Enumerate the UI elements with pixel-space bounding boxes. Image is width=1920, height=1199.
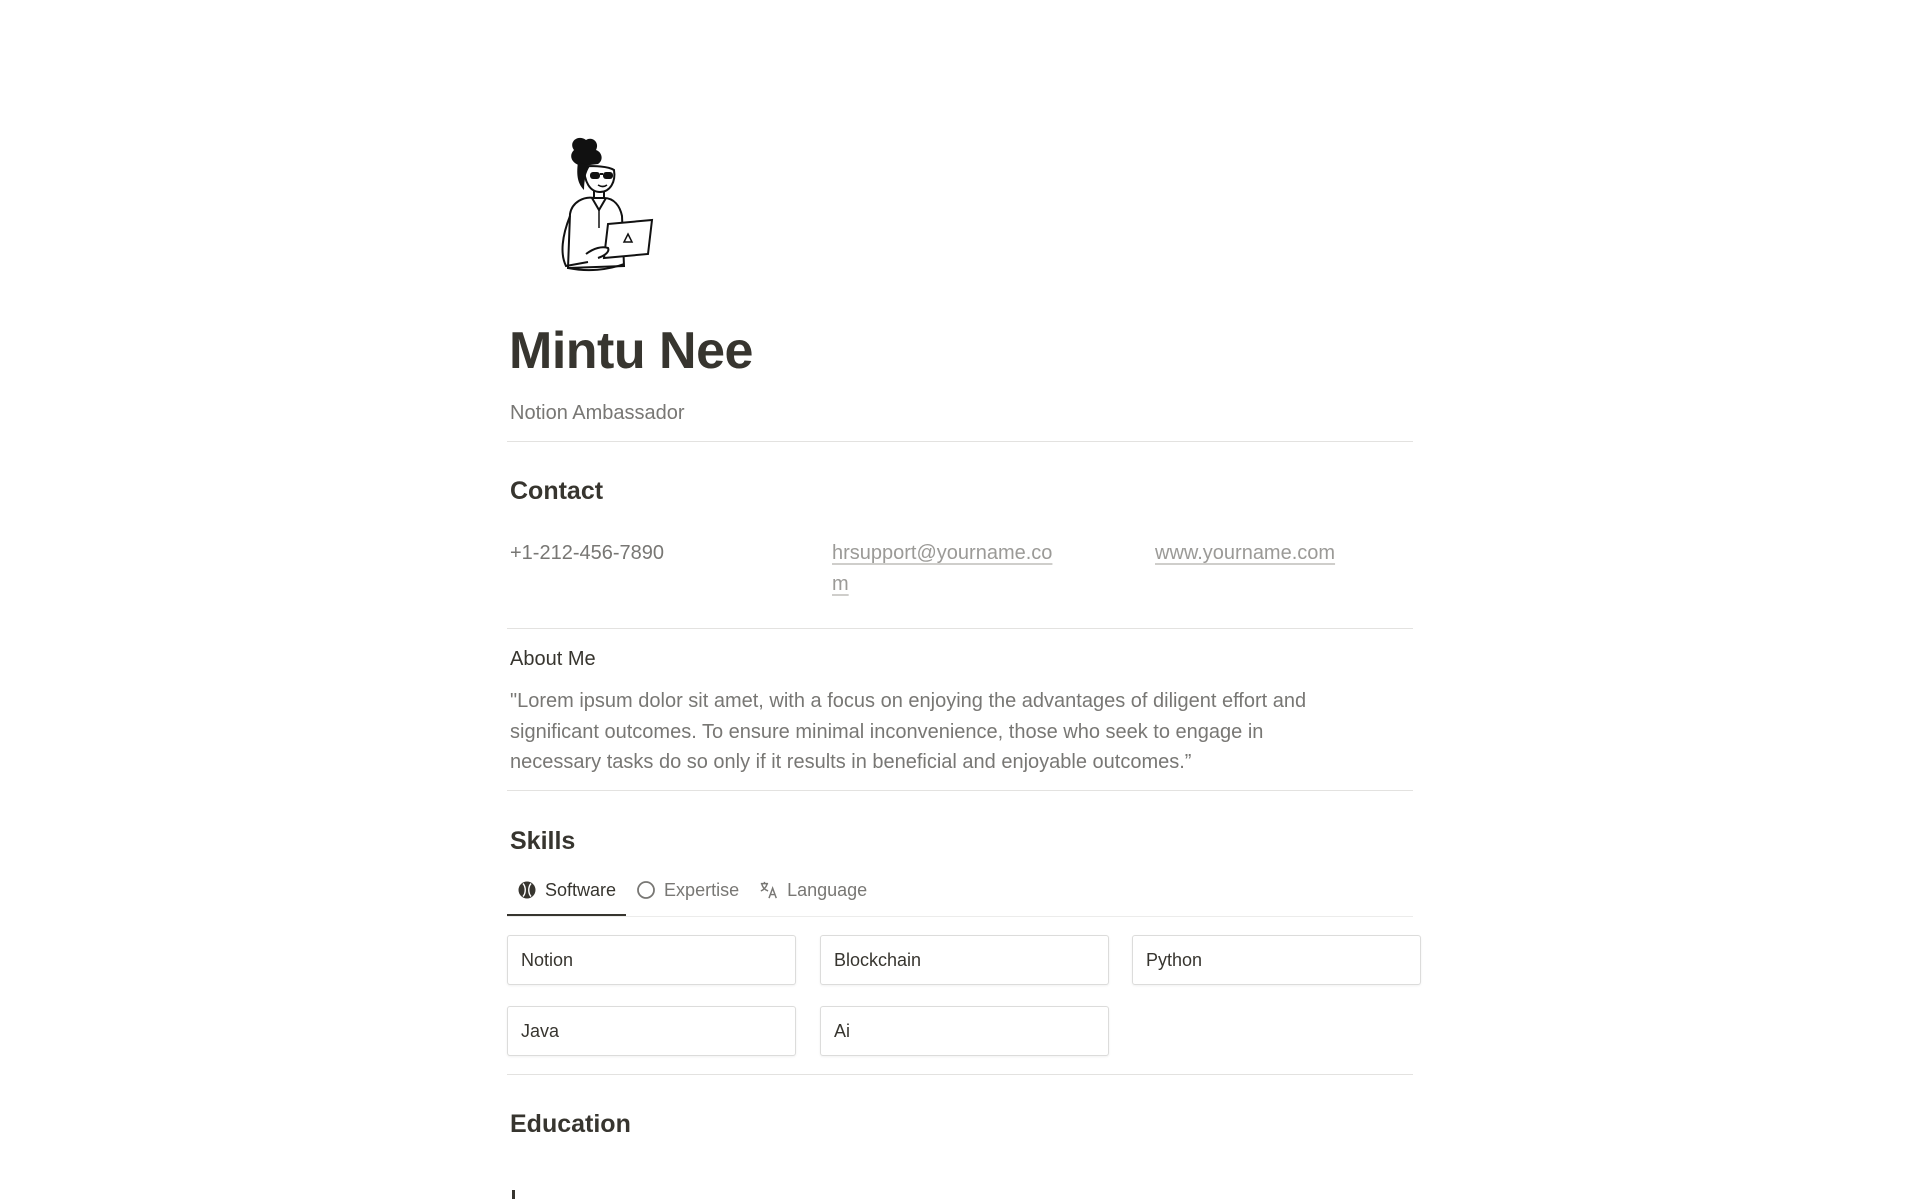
about-text (510, 686, 1410, 778)
profile-role: Notion Ambassador (510, 402, 685, 424)
skill-card[interactable]: Notion (507, 935, 796, 985)
circle-icon (636, 880, 656, 900)
divider (507, 1074, 1413, 1075)
tab-label: Expertise (664, 879, 740, 900)
divider (507, 441, 1413, 442)
about-line: "Lorem ipsum dolor sit amet, with a focus on enjoying the advantages of diligent effort and (510, 690, 1307, 712)
about-line: necessary tasks do so only if it results in beneficial and enjoyable outcomes.” (510, 751, 1192, 773)
text-cursor (512, 1190, 515, 1199)
skills-heading: Skills (510, 827, 576, 855)
skill-card[interactable]: Python (1132, 935, 1421, 985)
skill-card[interactable]: Blockchain (820, 935, 1109, 985)
contact-website[interactable] (1155, 538, 1335, 569)
about-line: significant outcomes. To ensure minimal inconvenience, those who seek to engage in (510, 720, 1264, 743)
tab-software[interactable] (507, 872, 626, 908)
skill-card[interactable]: Java (507, 1006, 796, 1056)
tab-label: Software (545, 879, 617, 900)
website-link[interactable]: www.yourname.com (1155, 542, 1336, 564)
tabs-divider (507, 916, 1413, 917)
tab-label: Language (787, 879, 868, 900)
divider (507, 790, 1413, 791)
contact-heading: Contact (510, 477, 604, 505)
about-heading: About Me (510, 648, 596, 670)
baseball-icon (517, 880, 537, 900)
email-link-line1[interactable]: hrsupport@yourname.co (832, 542, 1053, 564)
contact-phone: +1-212-456-7890 (510, 542, 665, 564)
translate-icon (759, 880, 779, 900)
tab-expertise[interactable] (626, 872, 749, 908)
skills-tabs (507, 872, 877, 916)
person-with-laptop-illustration (548, 136, 672, 278)
email-link-line2[interactable]: m (832, 573, 849, 595)
education-heading: Education (510, 1110, 631, 1138)
skill-card[interactable]: Ai (820, 1006, 1109, 1056)
profile-avatar[interactable] (548, 136, 672, 278)
divider (507, 628, 1413, 629)
page-title: Mintu Nee (509, 322, 753, 380)
contact-email[interactable] (832, 538, 1112, 600)
tab-language[interactable] (749, 872, 877, 908)
